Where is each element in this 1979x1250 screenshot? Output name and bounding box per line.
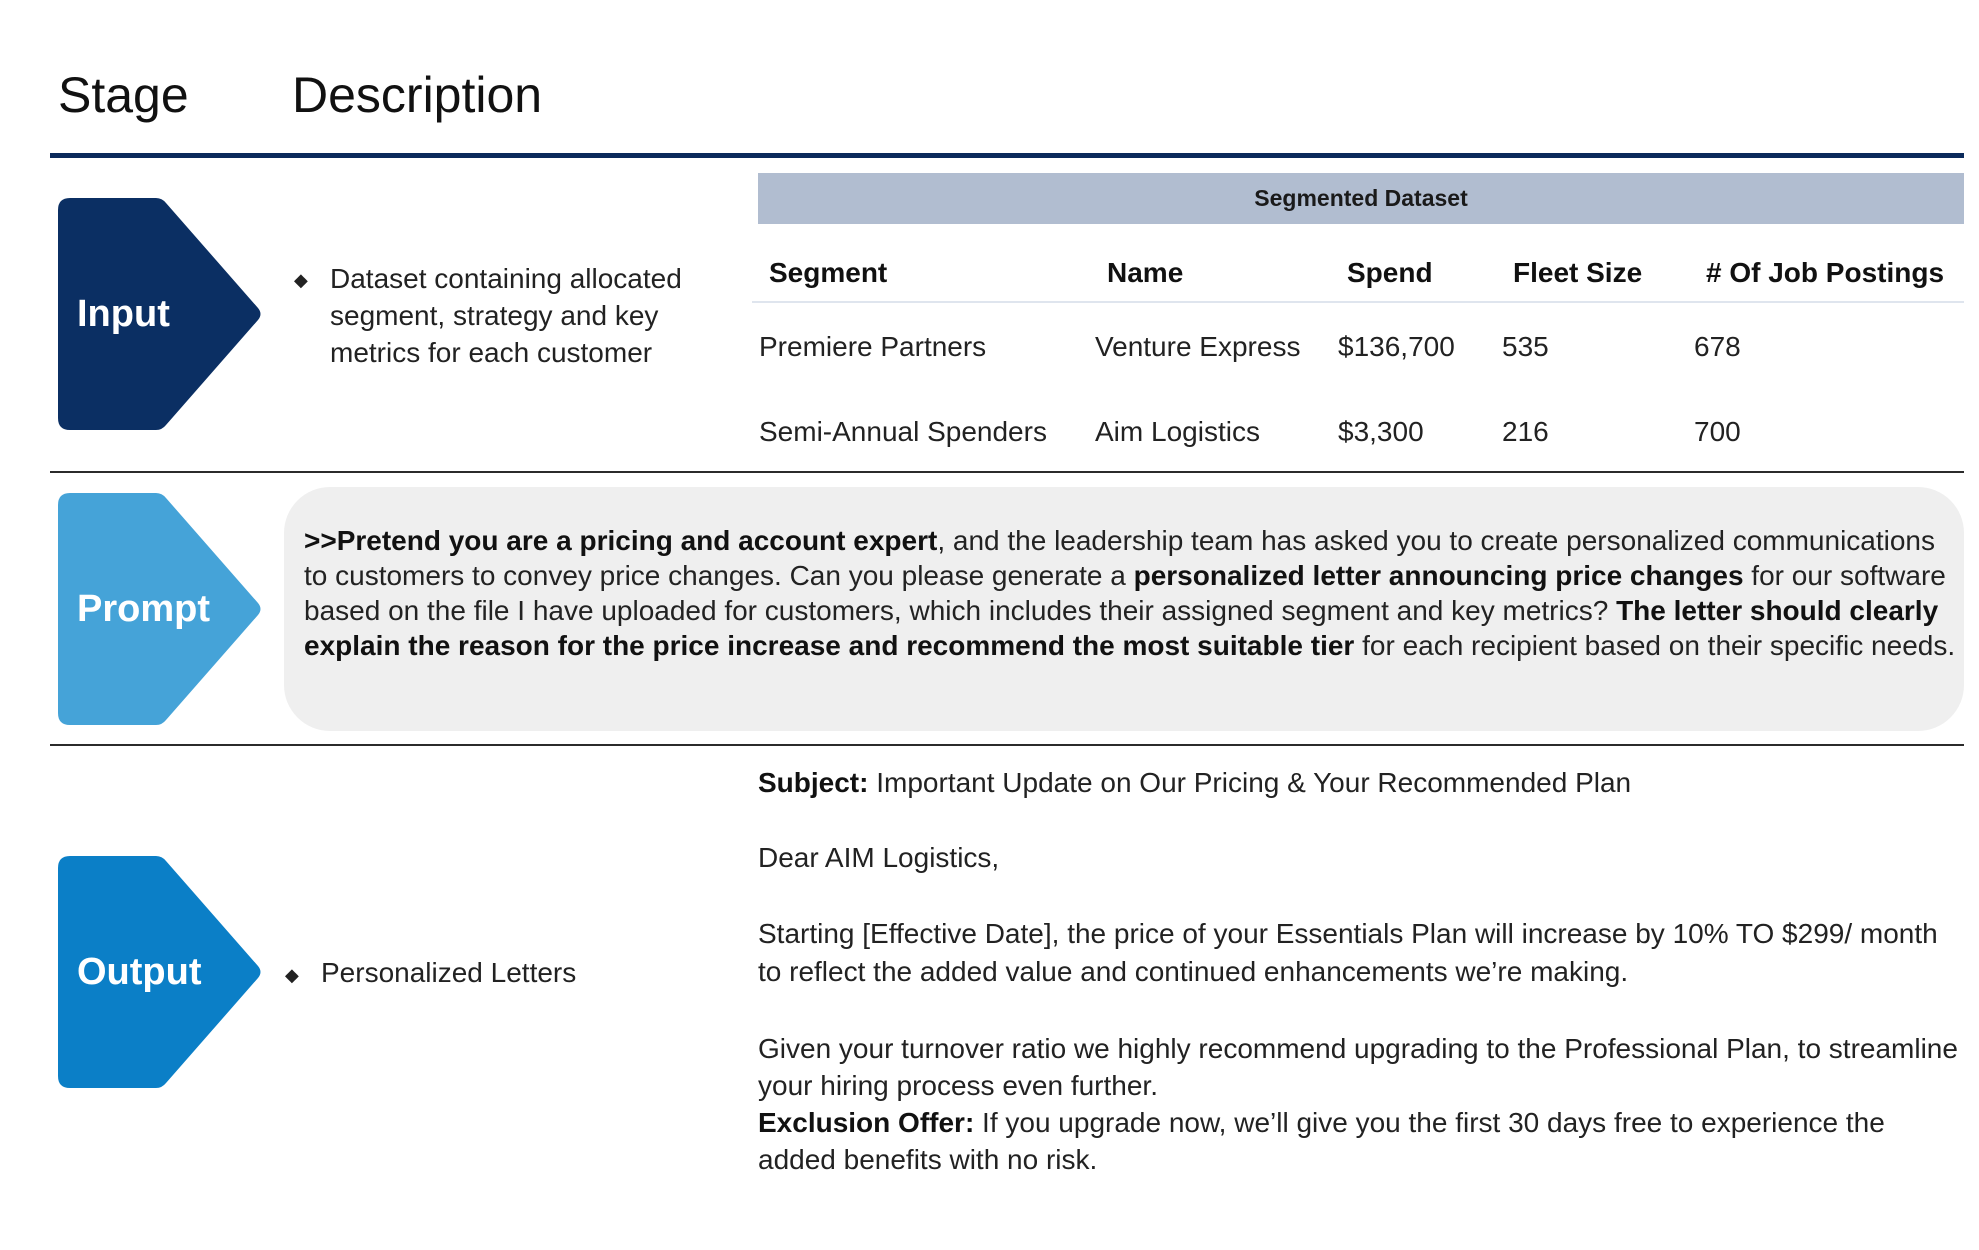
letter-greeting: Dear AIM Logistics, — [758, 842, 1000, 873]
prompt-emphasis: personalized letter announcing price changes — [1133, 560, 1744, 591]
header-rule — [50, 153, 1964, 158]
input-stage-chevron — [58, 198, 263, 430]
offer-text: If you upgrade now, we’ll give you the first 30 days free to experience the added benefits with no risk. — [758, 1107, 1885, 1175]
letter-subject — [758, 765, 1958, 801]
subject-text: Important Update on Our Pricing & Your Recommended Plan — [868, 767, 1632, 798]
table-cell-fleet-size: 216 — [1502, 416, 1549, 447]
input-description: Dataset containing allocated segment, strategy and key metrics for each customer — [330, 263, 682, 368]
bullet-icon: ◆ — [285, 965, 299, 985]
bullet-icon: ◆ — [294, 270, 308, 290]
prompt-emphasis: The letter should clearly explain the reason for the price increase and recommend the most suitable tier — [304, 595, 1939, 661]
output-stage-chevron — [58, 856, 263, 1088]
prompt-segment: for each recipient based on their specific needs. — [1354, 630, 1956, 661]
subject-label: Subject: — [758, 767, 869, 798]
table-header-divider — [752, 301, 1964, 303]
table-cell-name: Aim Logistics — [1095, 416, 1260, 447]
table-cell-job-postings: 678 — [1694, 331, 1741, 362]
letter-paragraph-price: Starting [Effective Date], the price of your Essentials Plan will increase by 10% TO $299/ month to reflect the added value and continued enhancements we’re making. — [758, 918, 1938, 987]
prompt-stage-label: Prompt — [77, 588, 210, 630]
letter-paragraph-recommendation: Given your turnover ratio we highly recommend upgrading to the Professional Plan, to streamline your hiring process even further. — [758, 1033, 1958, 1101]
dataset-title: Segmented Dataset — [758, 173, 1964, 224]
output-description: Personalized Letters — [321, 957, 577, 988]
prompt-emphasis: >>Pretend you are a pricing and account expert — [304, 525, 938, 556]
table-cell-name: Venture Express — [1095, 331, 1301, 362]
row-divider — [50, 471, 1964, 473]
col-header-name: Name — [1107, 257, 1184, 288]
input-stage-label: Input — [77, 293, 170, 335]
stage-column-header: Stage — [58, 67, 189, 123]
table-cell-segment: Semi-Annual Spenders — [759, 416, 1047, 447]
table-cell-spend: $3,300 — [1338, 416, 1424, 447]
prompt-stage-chevron — [58, 493, 263, 725]
letter-offer — [758, 1104, 1963, 1178]
table-cell-spend: $136,700 — [1338, 331, 1455, 362]
col-header-job-postings: # Of Job Postings — [1706, 257, 1945, 288]
table-cell-job-postings: 700 — [1694, 416, 1741, 447]
row-divider — [50, 744, 1964, 746]
prompt-segment: , and the leadership team has asked you to create personalized communications to customers to convey price changes. Can you please generate a — [304, 525, 1936, 591]
table-cell-segment: Premiere Partners — [759, 331, 987, 362]
prompt-text — [304, 523, 1956, 663]
description-column-header: Description — [292, 67, 543, 123]
col-header-fleet-size: Fleet Size — [1513, 257, 1643, 288]
col-header-segment: Segment — [769, 257, 888, 288]
prompt-segment: for our software based on the file I have uploaded for customers, which includes their assigned segment and key metrics? — [304, 560, 1946, 626]
offer-label: Exclusion Offer: — [758, 1107, 975, 1138]
output-stage-label: Output — [77, 951, 202, 993]
col-header-spend: Spend — [1347, 257, 1433, 288]
table-cell-fleet-size: 535 — [1502, 331, 1549, 362]
